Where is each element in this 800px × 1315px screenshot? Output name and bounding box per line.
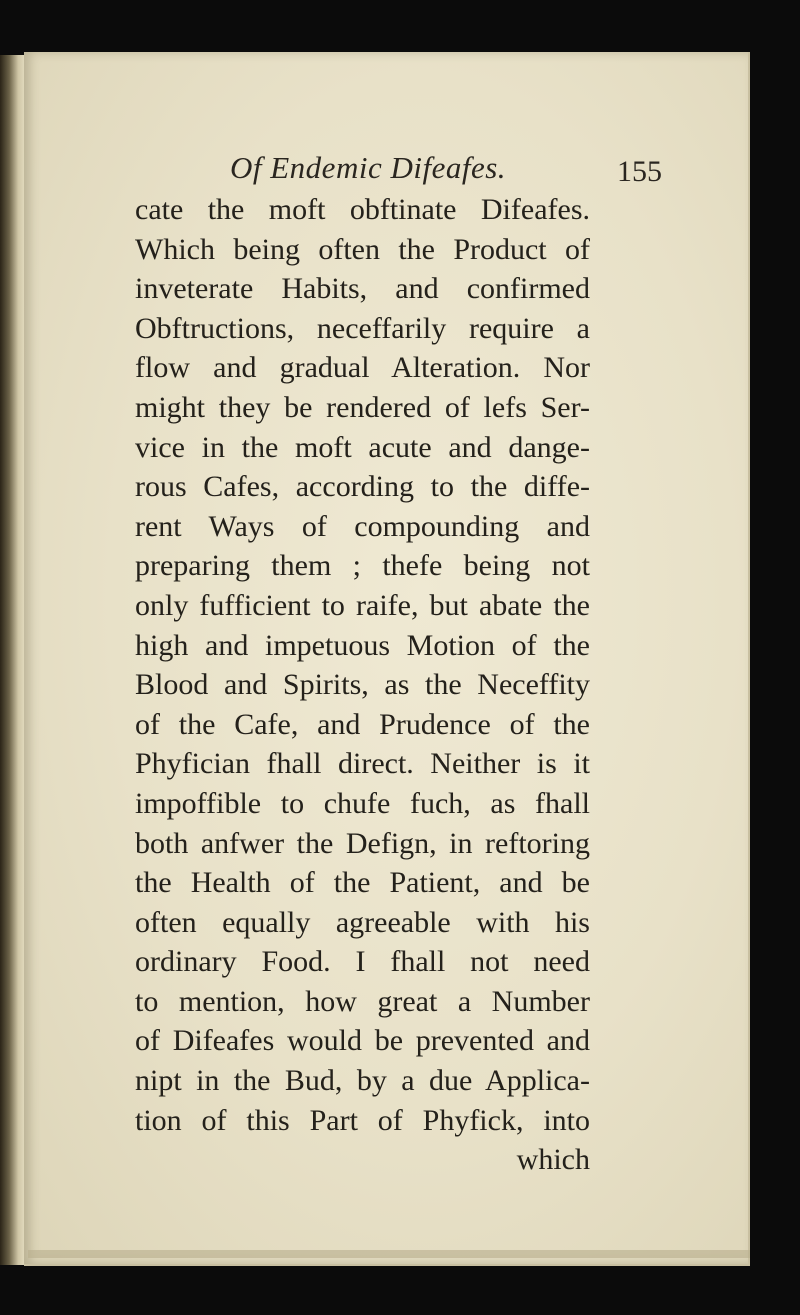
text-line: nipt in the Bud, by a due Applica- <box>135 1064 590 1098</box>
text-line: of the Cafe, and Prudence of the <box>135 707 590 741</box>
text-line: inveterate Habits, and confirmed <box>135 272 590 306</box>
text-line: Which being often the Product of <box>135 232 590 266</box>
text-line: Phyfician fhall direct. Neither is it <box>135 747 590 781</box>
page-number: 155 <box>617 155 662 188</box>
text-line: vice in the moft acute and dange- <box>135 430 590 464</box>
text-line: tion of this Part of Phyfick, into <box>135 1103 590 1137</box>
text-line: impoffible to chufe fuch, as fhall <box>135 786 590 820</box>
text-line: ordinary Food. I fhall not need <box>135 945 590 979</box>
catchword: which <box>516 1143 590 1177</box>
text-line: only fufficient to raife, but abate the <box>135 588 590 622</box>
body-text <box>135 190 590 1180</box>
text-line: flow and gradual Alteration. Nor <box>135 351 590 385</box>
text-line: rous Cafes, according to the diffe- <box>135 470 590 504</box>
text-line: the Health of the Patient, and be <box>135 866 590 900</box>
text-line: of Difeafes would be prevented and <box>135 1024 590 1058</box>
text-line: often equally agreeable with his <box>135 905 590 939</box>
running-head: Of Endemic Difeafes. <box>230 150 507 185</box>
text-line: both anfwer the Defign, in reftoring <box>135 826 590 860</box>
text-line: high and impetuous Motion of the <box>135 628 590 662</box>
text-line: Obftructions, neceffarily require a <box>135 311 590 345</box>
text-line: Blood and Spirits, as the Neceffity <box>135 668 590 702</box>
text-line: rent Ways of compounding and <box>135 509 590 543</box>
book-spine <box>0 55 26 1265</box>
text-line: to mention, how great a Number <box>135 984 590 1018</box>
text-line: preparing them ; thefe being not <box>135 549 590 583</box>
text-line: cate the moft obftinate Difeafes. <box>135 193 590 226</box>
text-line: might they be rendered of lefs Ser- <box>135 390 590 424</box>
page-edge <box>28 1250 750 1258</box>
